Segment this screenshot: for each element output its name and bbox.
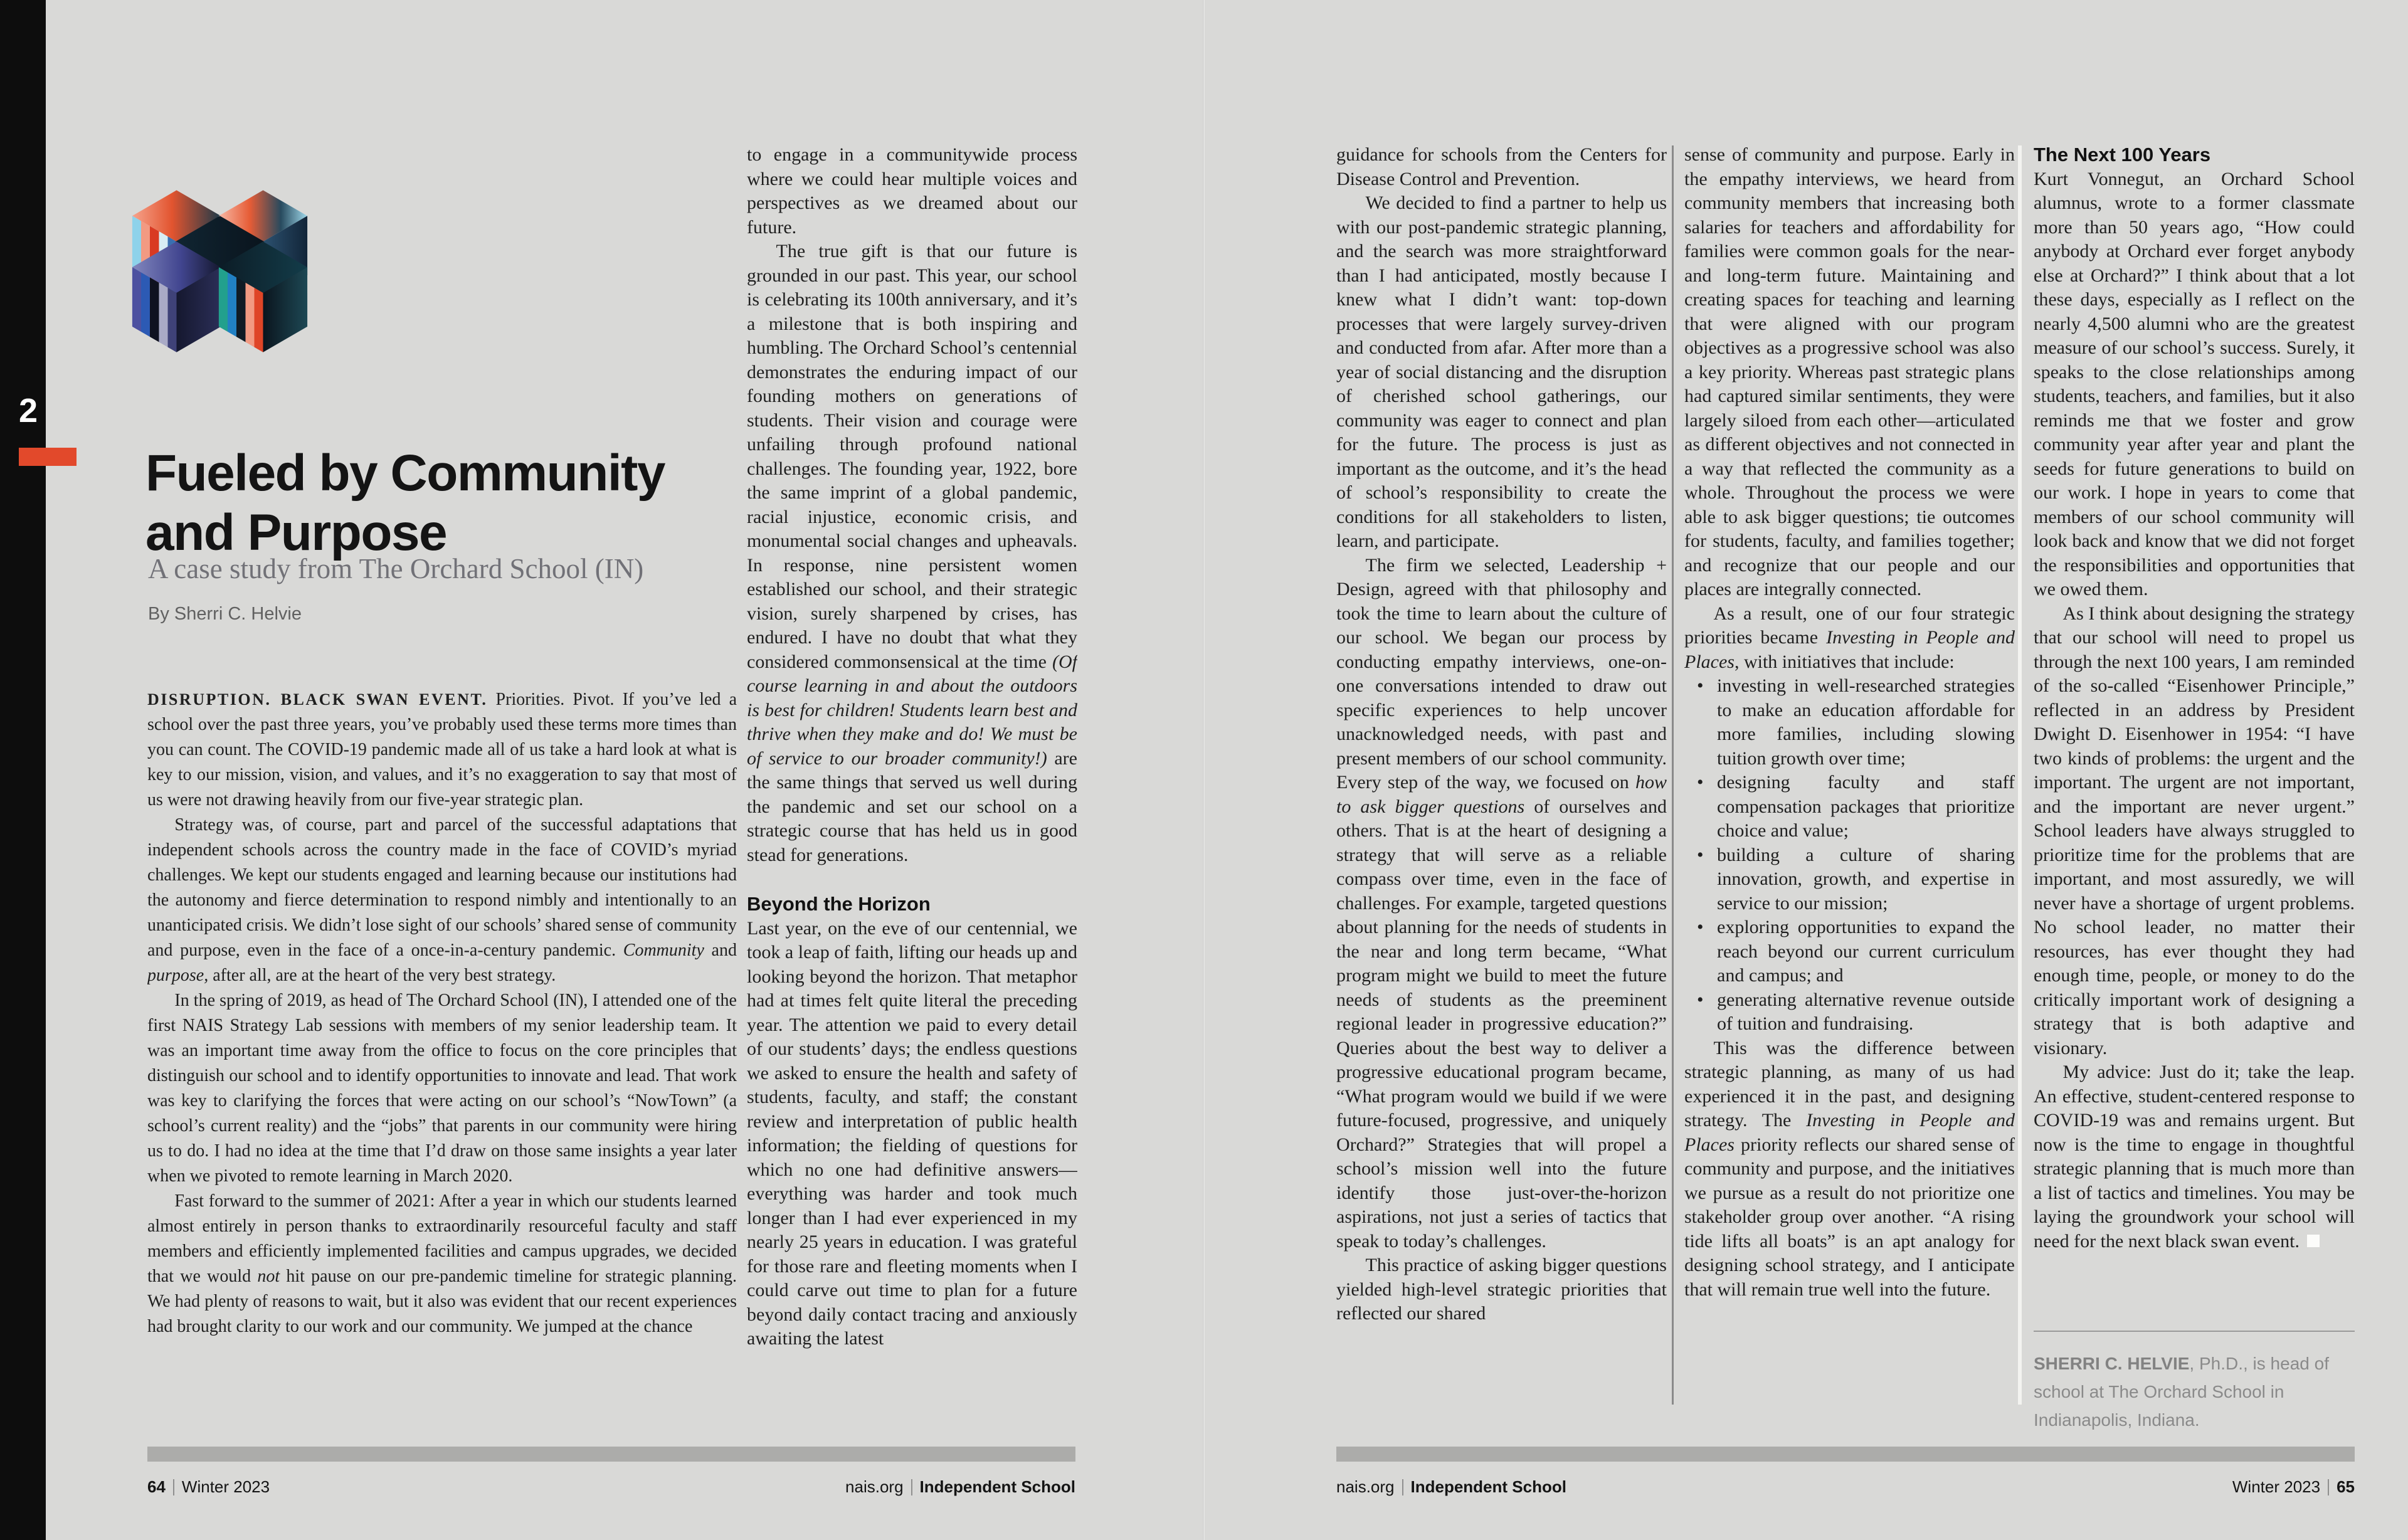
text-column-5 [2034, 143, 2355, 1304]
isometric-blocks-logo [112, 138, 328, 379]
text-column-3 [1336, 143, 1667, 1407]
paragraph: In the spring of 2019, as head of The Orchard School (IN), I attended one of the first NAIS Strategy Lab sessions with members of my senior leadership team. It was an important time away from the office to focus on the core principles that distinguish our school and to identify opportunities to innovate and lead. That work was key to clarifying the forces that were acting on our school’s “NowTown” (a school’s current reality) and the “jobs” that parents in our community were hiring us to do. I had no idea at the time that I’d draw on those same insights a year later when we pivoted to remote learning in March 2020. [147, 991, 737, 1186]
footer-divider [173, 1479, 174, 1495]
paragraph: As a result, one of our four strategic priorities became Investing in People and Places, with initiatives that include: [1684, 603, 2015, 672]
footer-rule-right-page [1336, 1447, 2355, 1462]
bullet-item: • building a culture of sharing innovation, growth, and expertise in service to our mission; [1684, 843, 2015, 916]
text-column-1 [147, 687, 737, 1406]
footer-right-page-brand [1336, 1477, 1566, 1496]
end-of-article-marker [2307, 1235, 2320, 1247]
paragraph: This practice of asking bigger questions yielded high-level strategic priorities that reflected our shared [1336, 1255, 1667, 1324]
author-bio [2034, 1349, 2355, 1434]
paragraph: Fast forward to the summer of 2021: After a year in which our students learned almost entirely in person thanks to extraordinarily resourceful faculty and staff members and efficiently implemented facilities and campus upgrades, we decided that we would not hit pause on our pre-pandemic timeline for strategic planning. We had plenty of reasons to wait, but it also was evident that our recent experiences had brought clarity to our work and our community. We jumped at the chance [147, 1191, 737, 1336]
text-column-2 [747, 143, 1077, 1407]
article-title-line1: Fueled by Community [145, 444, 665, 502]
author-bio-text: , Ph.D., is head of school at The Orchard School in Indianapolis, Indiana. [2034, 1354, 2329, 1430]
footer-right-page-folio [2232, 1477, 2355, 1496]
page-number: 64 [147, 1477, 166, 1496]
page-gutter [1203, 0, 1205, 1540]
red-accent-bar [19, 448, 77, 466]
paragraph: This was the difference between strategic planning, as many of us had experienced it in the past, and designing strategy. The Investing in People and Places priority reflects our shared sense of community and purpose, and the initiatives we pursue as a result do not prioritize one stakeholder group over another. “A rising tide lifts all boats” is an apt analogy for designing school strategy, and I anticipate that will remain true well into the future. [1684, 1037, 2015, 1300]
paragraph: guidance for schools from the Centers for Disease Control and Prevention. [1336, 144, 1667, 189]
footer-divider [1402, 1479, 1403, 1495]
footer-left-page-brand [845, 1477, 1075, 1496]
bullet-item: • designing faculty and staff compensation packages that prioritize choice and value; [1684, 771, 2015, 843]
footer-divider [2328, 1479, 2329, 1495]
footer-rule-left-page [147, 1447, 1075, 1462]
issue-label: Winter 2023 [181, 1477, 270, 1496]
magazine-label: Independent School [1410, 1477, 1566, 1496]
section-subhead: The Next 100 Years [2034, 144, 2211, 166]
author-bio-divider [2034, 1331, 2355, 1332]
bullet-item: • generating alternative revenue outside of tuition and fundraising. [1684, 988, 2015, 1036]
bullet-item: • investing in well-researched strategies to make an education affordable for more families, including slowing tuition growth over time; [1684, 674, 2015, 771]
page-number: 65 [2337, 1477, 2355, 1496]
paragraph: We decided to find a partner to help us with our post-pandemic strategic planning, and the search was more straightforward than I had anticipated, mostly because I knew what I didn’t want: top-down processes that were largely survey-driven and conducted from afar. After more than a year of social distancing and the disruption of cherished school gatherings, our community was eager to connect and plan for the future. The process is just as important as the outcome, and it’s the head of school’s responsibility to create the conditions for all stakeholders to listen, learn, and participate. [1336, 192, 1667, 551]
article-title-line2: and Purpose [145, 504, 447, 561]
text-column-4 [1684, 143, 2015, 1407]
left-rail [0, 0, 46, 1540]
issue-label: Winter 2023 [2232, 1477, 2321, 1496]
paragraph: The firm we selected, Leadership + Design, agreed with that philosophy and took the time to learn about the culture of our school. We began our process by conducting empathy interviews, one-on-one conversations intended to draw out specific experiences to help uncover unacknowledged needs, with past and present members of our school community. Every step of the way, we focused on how to ask bigger questions of ourselves and others. That is at the heart of designing a strategy that will serve as a reliable compass over time, even in the face of challenges. For example, targeted questions about planning for the needs of students in the near and long term became, “What program might we build to meet the future needs of students as the preeminent regional leader in progressive education?” Queries about the best way to deliver a progressive educational program became, “What program would we build if we were future-focused, progressive, and uniquely Orchard?” Strategies that will propel a school’s mission well into the future identify those just-over-the-horizon aspirations, not just a series of tactics that speak to today’s challenges. [1336, 554, 1667, 1252]
site-label: nais.org [845, 1477, 904, 1496]
magazine-label: Independent School [919, 1477, 1075, 1496]
paragraph: Kurt Vonnegut, an Orchard School alumnus, wrote to a former classmate more than 50 years ago, “How could anybody at Orchard ever forget anybody else at Orchard?” I think about that a lot these days, especially as I reflect on the nearly 4,500 alumni who are the greatest measure of our school’s success. Surely, it speaks to the close relationships among students, teachers, and families, but it also reminds me that we foster and grow community year after year and plant the seeds for future generations to build on our work. I hope in years to come that members of our school community will look back and know that we did not forget the responsibilities and opportunities that we owed them. [2034, 168, 2355, 599]
footer-left-page-folio [147, 1477, 270, 1496]
paragraph: The true gift is that our future is grounded in our past. This year, our school is celebrating its 100th anniversary, and it’s a milestone that is both inspiring and humbling. The Orchard School’s centennial demonstrates the enduring impact of our founding mothers on generations of students. Their vision and courage were unfailing through profound national challenges. The founding year, 1922, bore the same imprint of a global pandemic, racial injustice, economic crisis, and monumental social changes and upheavals. In response, nine persistent women established our school, and their strategic vision, surely sharpened by crises, has endured. I have no doubt that what they considered commonsensical at the time (Of course learning in and about the outdoors is best for children! Students learn best and thrive when they make and do! We must be of service to our broader community!) are the same things that served us well during the pandemic and set our school on a strategic course that has held us in good stead for generations. [747, 241, 1077, 865]
article-title [145, 443, 665, 562]
paragraph: Last year, on the eve of our centennial, we took a leap of faith, lifting our heads up and looking beyond the horizon. That metaphor had at times felt quite literal the preceding year. The attention we paid to every detail of our students’ days; the endless questions we asked to ensure the health and safety of students, faculty, and staff; the constant review and interpretation of public health information; the fielding of questions for which no one had definitive answers—everything was harder and took much longer than I had ever experienced in my nearly 25 years in education. I was grateful for those rare and fleeting moments when I could carve out time to plan for a future beyond daily contact tracing and anxiously awaiting the latest [747, 917, 1077, 1349]
paragraph: Strategy was, of course, part and parcel of the successful adaptations that independent schools across the country made in the face of COVID’s myriad challenges. We kept our students engaged and learning because our institutions had the autonomy and fierce determination to respond nimbly and intentionally to an unanticipated crisis. We didn’t lose sight of our schools’ shared sense of community and purpose, even in the face of a once-in-a-century pandemic. Community and purpose, after all, are at the heart of the very best strategy. [147, 815, 737, 985]
column-rule-light [2018, 145, 2022, 1405]
footer-divider [911, 1479, 912, 1495]
paragraph: As I think about designing the strategy that our school will need to propel us through the next 100 years, I am reminded of the so-called “Eisenhower Principle,” reflected in an address by President Dwight D. Eisenhower in 1954: “I have two kinds of problems: the urgent and the important. The urgent are not important, and the important are never urgent.” School leaders have always struggled to prioritize time for the problems that are important, and most assuredly, we will never have a shortage of urgent problems. No school leader, no matter their resources, has ever thought they had enough time, people, or money to do the critically important work of designing a strategy that is both adaptive and visionary. [2034, 603, 2355, 1058]
article-subtitle: A case study from The Orchard School (IN) [148, 553, 644, 584]
article-byline: By Sherri C. Helvie [148, 604, 302, 624]
column-rule-dark [1672, 145, 1674, 1405]
bullet-item: • exploring opportunities to expand the reach beyond our current curriculum and campus; and [1684, 915, 2015, 988]
site-label: nais.org [1336, 1477, 1395, 1496]
section-subhead: Beyond the Horizon [747, 893, 931, 915]
paragraph: My advice: Just do it; take the leap. An effective, student-centered response to COVID-19 was and remains urgent. But now is the time to engage in thoughtful strategic planning that is much more than a list of tactics and timelines. You may be laying the groundwork your school will need for the next black swan event. [2034, 1062, 2355, 1252]
section-tab-number: 2 [19, 392, 38, 430]
paragraph: sense of community and purpose. Early in the empathy interviews, we heard from community members that increasing both salaries for teachers and affordability for families were common goals for the near- and long-term future. Maintaining and creating spaces for teaching and learning that were aligned with our program objectives as a progressive school was also a key priority. Whereas past strategic plans had captured similar sentiments, they were largely siloed from each other—articulated as different objectives and not connected in a way that reflected the community as a whole. Throughout the process we were able to ask bigger questions; tie outcomes for students, faculty, and families together; and recognize that our people and our places are integrally connected. [1684, 144, 2015, 599]
author-bio-name: SHERRI C. HELVIE [2034, 1354, 2190, 1373]
paragraph: to engage in a communitywide process where we could hear multiple voices and perspectives as we dreamed about our future. [747, 144, 1077, 238]
paragraph: DISRUPTION. BLACK SWAN EVENT. Priorities. Pivot. If you’ve led a school over the past three years, you’ve probably used these terms more times than you can count. The COVID-19 pandemic made all of us take a hard look at what is key to our mission, vision, and values, and it’s no exaggeration to say that most of us were not drawing heavily from our five-year strategic plan. [147, 690, 737, 810]
